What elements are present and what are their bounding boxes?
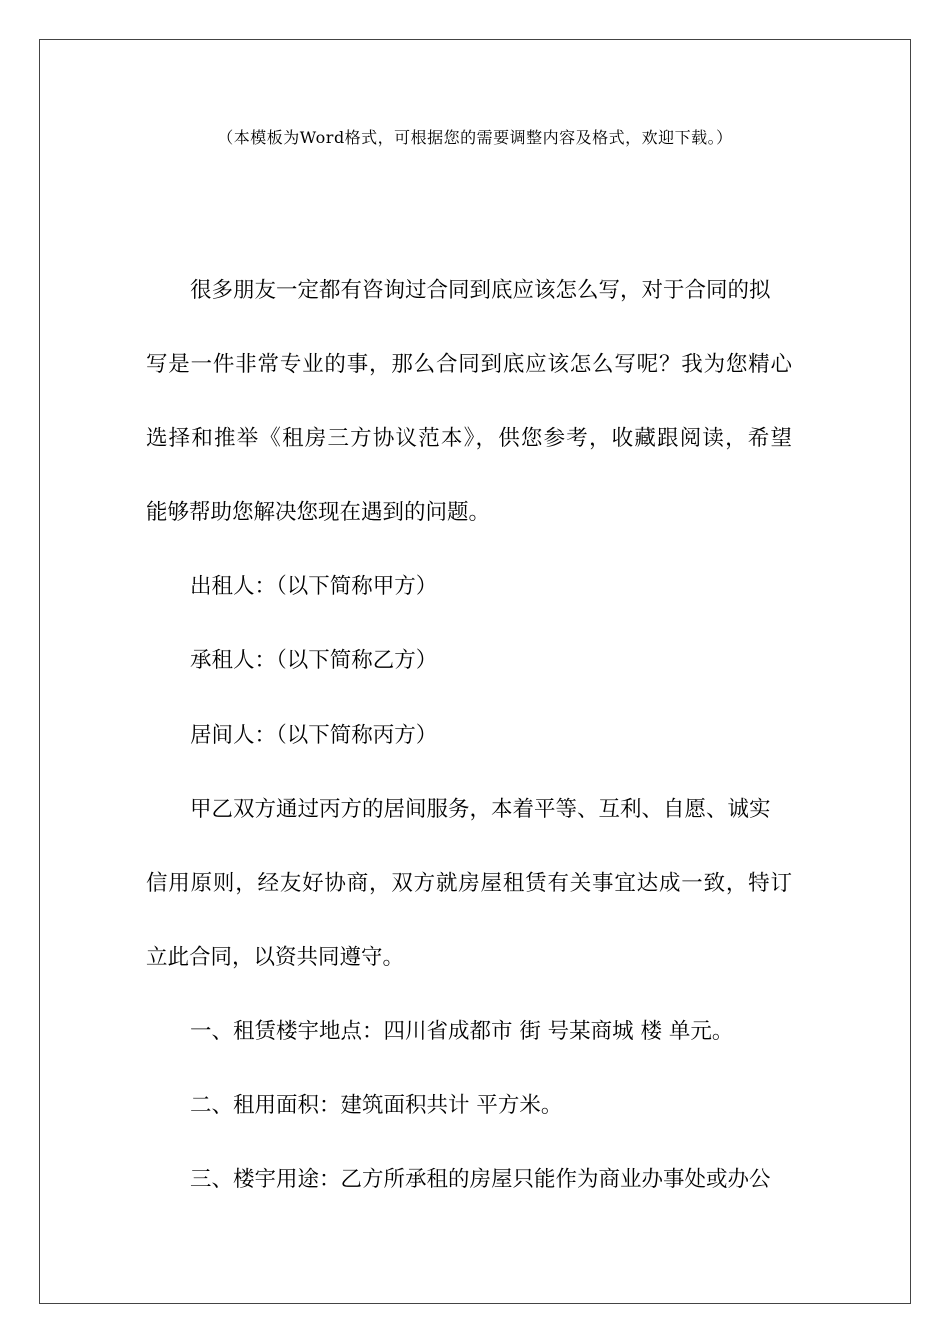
template-note: （本模板为Word格式，可根据您的需要调整内容及格式，欢迎下载。） xyxy=(217,128,733,147)
paragraph-agreement-line-1: 甲乙双方通过丙方的居间服务，本着平等、互利、自愿、诚实 xyxy=(190,797,771,822)
paragraph-agreement-line-3: 立此合同，以资共同遵守。 xyxy=(146,945,405,970)
clause-1-location: 一、租赁楼宇地点：四川省成都市 街 号某商城 楼 单元。 xyxy=(190,1019,734,1044)
party-lessee: 承租人：（以下简称乙方） xyxy=(190,648,438,673)
clause-3-usage: 三、楼宇用途：乙方所承租的房屋只能作为商业办事处或办公 xyxy=(190,1167,771,1192)
paragraph-intro-line-1: 很多朋友一定都有咨询过合同到底应该怎么写，对于合同的拟 xyxy=(190,278,771,303)
clause-2-area: 二、租用面积：建筑面积共计 平方米。 xyxy=(190,1093,563,1118)
paragraph-intro-line-3: 选择和推举《租房三方协议范本》，供您参考，收藏跟阅读，希望 xyxy=(146,426,792,451)
paragraph-intro-line-4: 能够帮助您解决您现在遇到的问题。 xyxy=(146,500,491,525)
paragraph-agreement-line-2: 信用原则，经友好协商，双方就房屋租赁有关事宜达成一致，特订 xyxy=(146,871,792,896)
party-lessor: 出租人：（以下简称甲方） xyxy=(190,574,438,599)
party-intermediary: 居间人：（以下简称丙方） xyxy=(190,723,438,748)
paragraph-intro-line-2: 写是一件非常专业的事，那么合同到底应该怎么写呢？我为您精心 xyxy=(146,352,792,377)
